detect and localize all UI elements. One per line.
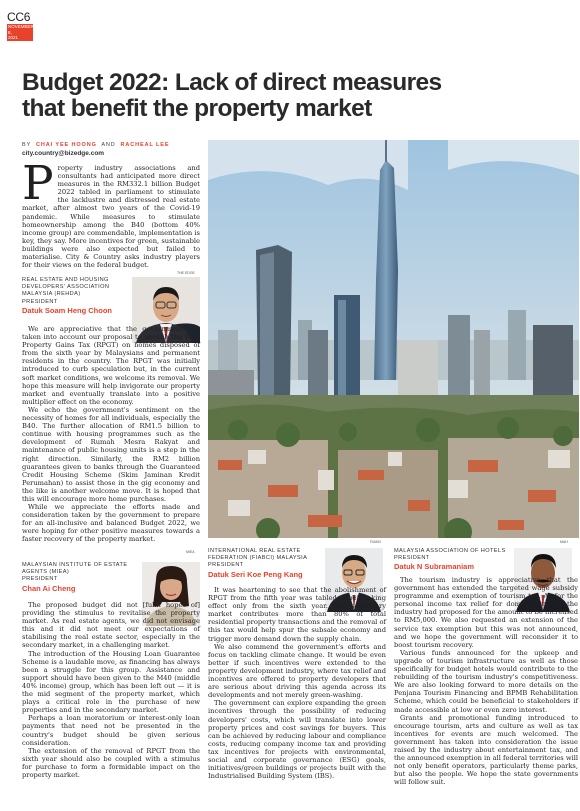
mah-photo-credit: MAH <box>560 540 568 544</box>
page-number: CC6 <box>7 10 31 24</box>
rehda-photo-credit: THE EDGE <box>177 271 195 275</box>
author-email[interactable]: city.country@bizedge.com <box>22 150 105 157</box>
miea-statement: The proposed budget did not [fulfil hopes of] providing the stimulus to revitalise the property market. As real estate agents, we did not envisage this and it did not meet our expectations of stabilising the real estate sector, especially in the secondary market, in a challenging market. The introduction of the Housing Loan Guarantee Scheme is a laudable move, as financing has always been a struggle for this group. Assistance and support should have been given to the M40 (middle 40% income) group, which has been left out — it is the mid segment of the property market, which plays a critical role in the purchase of new properties and in the secondary market. Perhaps a loan moratorium or interest-only loan payments that need not be presented in the country's budget should be given serious consideration. The extension of the removal of RPGT from the sixth year should also be coupled with a stimulus for purchase to form a formidable impact on the property market. <box>22 601 200 779</box>
byline: BY CHAI YEE HOONG AND RACHEAL LEE <box>22 142 170 148</box>
fiabci-statement: It was heartening to see that the abolishment of RPGT from the fifth year was tabled, albeit taking effect only from the sixth year. The secondary market contributes more than 80% of total residential property transactions and the removal of this tax would help spur the subsale economy and trigger more demand down the supply chain. We also commend the government's efforts and focus on tackling climate change. It would be even better if such incentives were extended to the property development industry, where tax relief and incentives are offered to property developers that are serious about driving this agenda across its developments and not merely green-washing. The government can explore expanding the green incentives through the possibility of reducing developers' costs, which will translate into lower property prices and cost savings for buyers. This can be achieved by reducing labour and compliance costs, reducing company income tax and providing tax incentives for projects with environmental, social and corporate governance (ESG) goals, initiatives/green buildings or projects built with the Industrialised Building System (IBS). <box>208 586 386 781</box>
intro-text: roperty industry associations and consultants had anticipated more direct measures in the RM332.1 billion Budget 2022 tabled in parliament to stimulate the lacklustre and distressed real estate market, after almost two years of the Covid-19 pandemic. While measures to stimulate homeownership among the B40 (bottom 40% income group) are commendable, implementation is key, they say. More incentives for green, sustainable buildings were also expected but failed to materialise. City & Country asks industry players for their views on the federal budget. <box>22 164 200 270</box>
fiabci-photo-credit: FIABCI <box>370 540 382 544</box>
rehda-statement: We are appreciative that the government has taken into account our proposal to abolish the Real Property Gains Tax (RPGT) on homes disposed of from the sixth year by Malaysians and permanent residents in the country. The RPGT was initially introduced to curb speculation but, in the current soft market conditions, we welcome its removal. We hope this measure will help invigorate our property market and eventually translate into a positive multiplier effect on the economy. We echo the government's sentiment on the necessity of homes for all individuals, especially the B40. The further allocation of RM1.5 billion to continue with housing programmes such as the development of Rumah Mesra Rakyat and maintenance of public housing units is a step in the right direction. Similarly, the RM2 billion guarantees given to banks through the Guaranteed Credit Housing Scheme (Skim Jaminan Kredit Perumahan) to assist those in the gig economy and the like is another welcome move. It is hoped that this will encourage more home purchases. While we appreciate the efforts made and consideration taken by the government to prepare for an all-inclusive and balanced Budget 2022, we were hoping for other positive measures towards a faster recovery of the property market. <box>22 325 200 544</box>
headline <box>22 70 562 122</box>
city-skyline-photo <box>208 140 579 538</box>
rehda-speaker-name: Datuk Soam Heng Choon <box>22 305 113 315</box>
fiabci-speaker-name: Datuk Seri Koe Peng Kang <box>208 569 303 579</box>
intro-paragraph <box>22 156 200 270</box>
drop-cap: P <box>22 156 54 211</box>
miea-speaker-name: Chan Ai Cheng <box>22 583 76 593</box>
rehda-association: REAL ESTATE AND HOUSING DEVELOPERS' ASSOCIATION MALAYSIA (REHDA) PRESIDENT <box>22 277 110 305</box>
mah-speaker-name: Datuk N Subramaniam <box>394 562 475 572</box>
page-number-badge <box>7 10 33 41</box>
headline-line-1: Budget 2022: Lack of direct measures <box>22 69 442 96</box>
headline-line-2: that benefit the property market <box>22 95 372 122</box>
rehda-header <box>22 277 132 315</box>
miea-photo-credit: MIEA <box>186 550 195 554</box>
mah-statement: The tourism industry is appreciative that the government has extended the targeted wage subsidy programme and exemption of tourism tax. As for the personal income tax relief for domestic travel, the industry had proposed for the amount to be increased to RM5,000. We also requested an extension of the service tax exemption but this was not announced, and we hope the government will reconsider it to boost tourism recovery. Various funds announced for the upkeep and upgrade of tourism infrastructure as well as those specifically for budget hotels would contribute to the rebuilding of the tourism industry's competitiveness. We are also looking forward to more details on the Penjana Tourism Financing and BPMB Rehabilitation Scheme, which could be beneficial to stakeholders if made accessible at low or even zero interest. Grants and promotional funding introduced to encourage tourism, arts and culture as well as tax incentives for events are much welcomed. The government has taken into consideration the issue raised by the industry about entertainment tax, and the announced exemption in all federal territories will not only benefit operators, particularly theme parks, but also the people. We hope the state governments will follow suit. <box>394 576 578 787</box>
miea-header: MALAYSIAN INSTITUTE OF ESTATE AGENTS (MIEA) PRESIDENT Chan Ai Cheng <box>22 562 140 593</box>
page-date: NOVEMBER 8, 2021 <box>8 24 34 40</box>
mah-header: MALAYSIA ASSOCIATION OF HOTELS PRESIDENT Datuk N Subramaniam <box>394 548 518 571</box>
author-2: RACHEAL LEE <box>120 142 170 148</box>
fiabci-header: INTERNATIONAL REAL ESTATE FEDERATION (FIABCI) MALAYSIA PRESIDENT Datuk Seri Koe Peng Kang <box>208 548 326 579</box>
author-1: CHAI YEE HOONG <box>36 142 97 148</box>
